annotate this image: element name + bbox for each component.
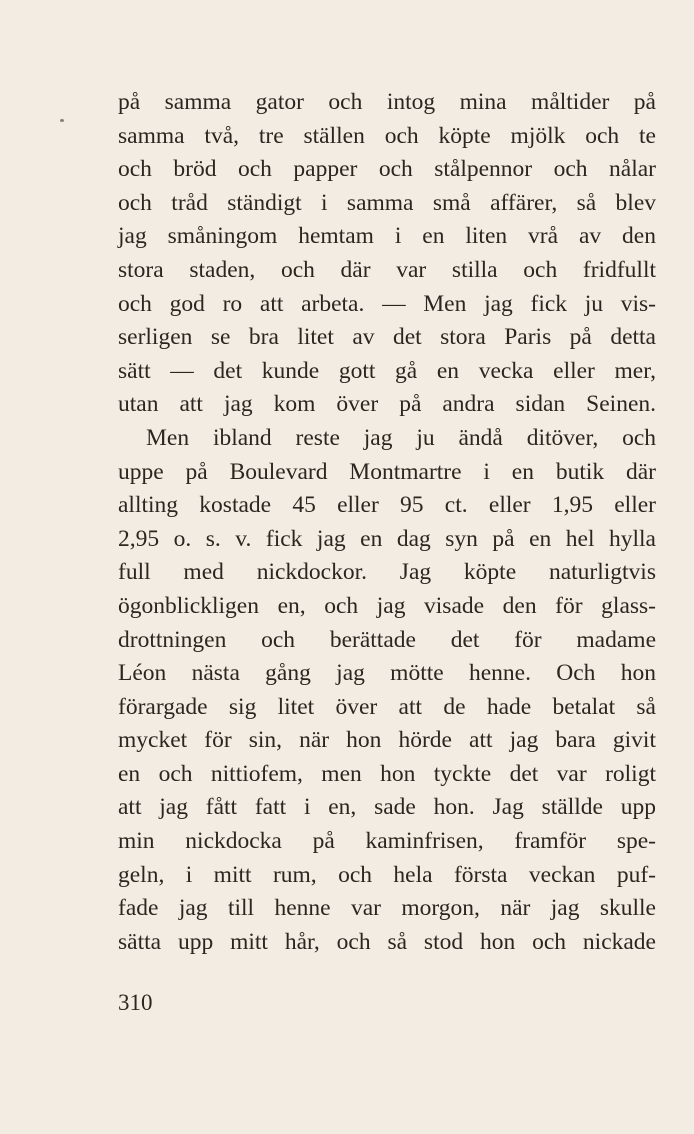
text-line: en och nittiofem, men hon tyckte det var roligt bbox=[118, 760, 656, 787]
text-line: Men ibland reste jag ju ändå ditöver, och bbox=[146, 424, 656, 451]
text-line: allting kostade 45 eller 95 ct. eller 1,95 eller bbox=[118, 492, 656, 519]
text-line: utan att jag kom över på andra sidan Seinen. bbox=[118, 391, 656, 418]
text-line: geln, i mitt rum, och hela första veckan puf- bbox=[118, 861, 656, 888]
text-line: sätt — det kunde gott gå en vecka eller mer, bbox=[118, 357, 656, 384]
ink-speck bbox=[60, 119, 64, 122]
text-line: full med nickdockor. Jag köpte naturligtvis bbox=[118, 559, 656, 586]
body-text bbox=[118, 86, 656, 959]
text-line: 2,95 o. s. v. fick jag en dag syn på en hel hylla bbox=[118, 525, 656, 552]
text-line: förargade sig litet över att de hade betalat så bbox=[118, 693, 656, 720]
text-line: jag småningom hemtam i en liten vrå av den bbox=[118, 223, 656, 250]
text-line: samma två, tre ställen och köpte mjölk och te bbox=[118, 122, 656, 149]
text-line: mycket för sin, när hon hörde att jag bara givit bbox=[118, 727, 656, 754]
page-number: 310 bbox=[118, 990, 153, 1015]
text-line: fade jag till henne var morgon, när jag skulle bbox=[118, 895, 656, 922]
text-line: på samma gator och intog mina måltider på bbox=[118, 89, 656, 115]
text-line: och tråd ständigt i samma små affärer, så blev bbox=[118, 189, 656, 216]
text-line: Léon nästa gång jag mötte henne. Och hon bbox=[118, 660, 656, 687]
paragraph bbox=[118, 422, 656, 960]
text-line: och god ro att arbeta. — Men jag fick ju vis- bbox=[118, 290, 656, 317]
text-line: uppe på Boulevard Montmartre i en butik där bbox=[118, 458, 656, 485]
text-line: drottningen och berättade det för madame bbox=[118, 626, 656, 653]
paragraph bbox=[118, 86, 656, 422]
text-line: ögonblickligen en, och jag visade den för glass- bbox=[118, 592, 656, 619]
text-line: sätta upp mitt hår, och så stod hon och nickade bbox=[118, 928, 656, 955]
text-line: att jag fått fatt i en, sade hon. Jag ställde upp bbox=[118, 794, 656, 821]
text-line: min nickdocka på kaminfrisen, framför spe- bbox=[118, 828, 656, 855]
text-line: stora staden, och där var stilla och fridfullt bbox=[118, 256, 656, 283]
text-line: serligen se bra litet av det stora Paris på detta bbox=[118, 324, 656, 351]
text-line: och bröd och papper och stålpennor och nålar bbox=[118, 156, 656, 183]
